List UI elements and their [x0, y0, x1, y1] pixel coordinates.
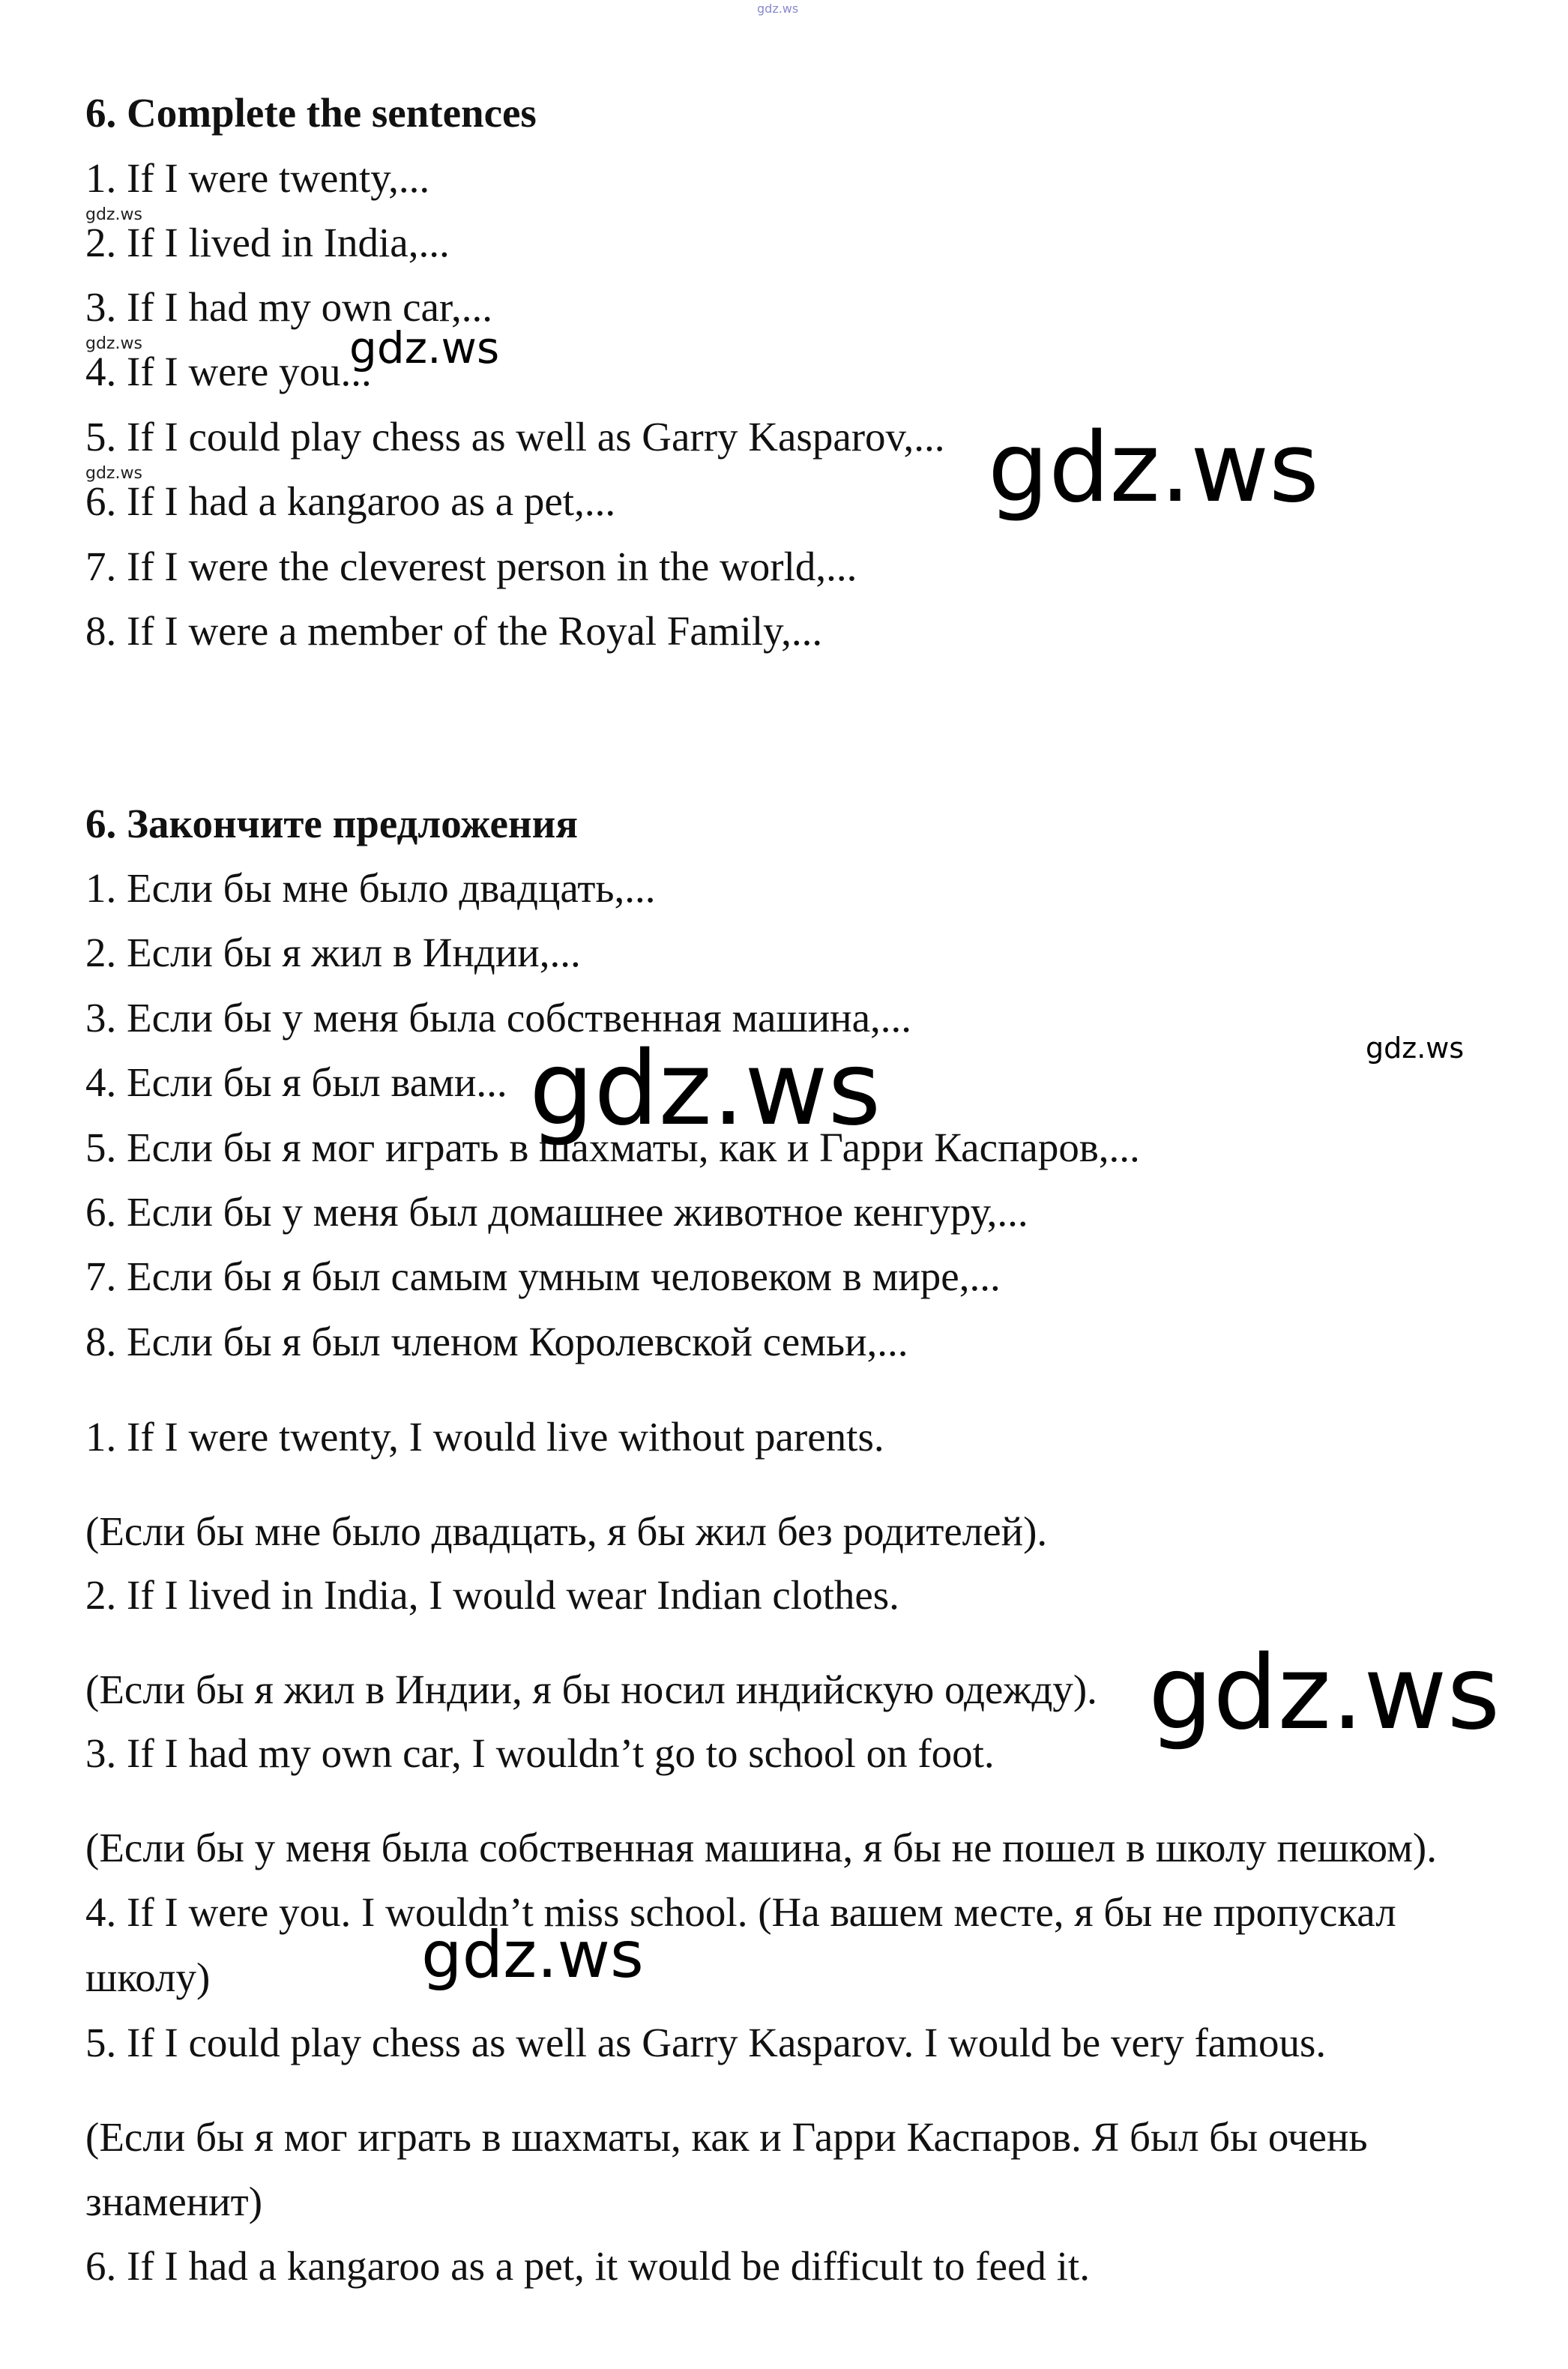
exercise-en-item: 1. If I were twenty,...	[85, 155, 430, 201]
exercise-ru-item: 1. Если бы мне было двадцать,...	[85, 865, 656, 911]
watermark-medium: gdz.ws	[349, 322, 500, 373]
answer-line: (Если бы у меня была собственная машина, я бы не пошел в школу пешком).	[85, 1825, 1437, 1870]
watermark-large: gdz.ws	[988, 412, 1319, 524]
exercise-ru-item: 7. Если бы я был самым умным человеком в мире,...	[85, 1253, 1001, 1299]
exercise-ru-item: 6. Если бы у меня был домашнее животное кенгуру,...	[85, 1189, 1028, 1235]
exercise-en-item: 8. If I were a member of the Royal Family,...	[85, 608, 823, 654]
answer-line: знаменит)	[85, 2179, 263, 2224]
watermark-top: gdz.ws	[757, 1, 799, 16]
exercise-en-item: 7. If I were the cleverest person in the world,...	[85, 544, 857, 589]
exercise-en-item: 4. If I were you...	[85, 349, 372, 394]
answer-line: (Если бы я мог играть в шахматы, как и Гарри Каспаров. Я был бы очень	[85, 2114, 1368, 2160]
watermark-large: gdz.ws	[1148, 1634, 1501, 1753]
answer-line: (Если бы мне было двадцать, я бы жил без родителей).	[85, 1508, 1048, 1554]
exercise-en-item: 6. If I had a kangaroo as a pet,...	[85, 478, 616, 524]
answer-line: 6. If I had a kangaroo as a pet, it would be difficult to feed it.	[85, 2243, 1090, 2289]
exercise-ru-item: 5. Если бы я мог играть в шахматы, как и Гарри Каспаров,...	[85, 1125, 1140, 1170]
watermark-tiny: gdz.ws	[85, 205, 142, 224]
answer-line: школу)	[85, 1954, 211, 2000]
watermark-tiny: gdz.ws	[85, 334, 142, 353]
exercise-en-title: 6. Complete the sentences	[85, 90, 537, 136]
answer-line: (Если бы я жил в Индии, я бы носил индийскую одежду).	[85, 1667, 1097, 1712]
answer-line: 5. If I could play chess as well as Garry Kasparov. I would be very famous.	[85, 2020, 1327, 2065]
exercise-ru-item: 8. Если бы я был членом Королевской семьи,...	[85, 1319, 908, 1364]
answer-line: 3. If I had my own car, I wouldn’t go to school on foot.	[85, 1730, 995, 1776]
exercise-ru-item: 4. Если бы я был вами...	[85, 1059, 507, 1105]
watermark-tiny: gdz.ws	[85, 464, 142, 483]
watermark-large: gdz.ws	[529, 1030, 881, 1149]
exercise-ru-item: 2. Если бы я жил в Индии,...	[85, 930, 581, 975]
watermark-medium: gdz.ws	[421, 1918, 644, 1993]
watermark-small: gdz.ws	[1366, 1032, 1465, 1065]
exercise-en-item: 2. If I lived in India,...	[85, 220, 450, 265]
answer-line: 1. If I were twenty, I would live without parents.	[85, 1414, 884, 1460]
answer-line: 4. If I were you. I wouldn’t miss school. (На вашем месте, я бы не пропускал	[85, 1889, 1396, 1935]
answer-line: 2. If I lived in India, I would wear Indian clothes.	[85, 1572, 899, 1618]
exercise-ru-title: 6. Закончите предложения	[85, 801, 579, 846]
exercise-en-item: 3. If I had my own car,...	[85, 284, 493, 330]
exercise-ru-item: 3. Если бы у меня была собственная машина,...	[85, 995, 912, 1041]
exercise-en-item: 5. If I could play chess as well as Garry Kasparov,...	[85, 414, 945, 460]
